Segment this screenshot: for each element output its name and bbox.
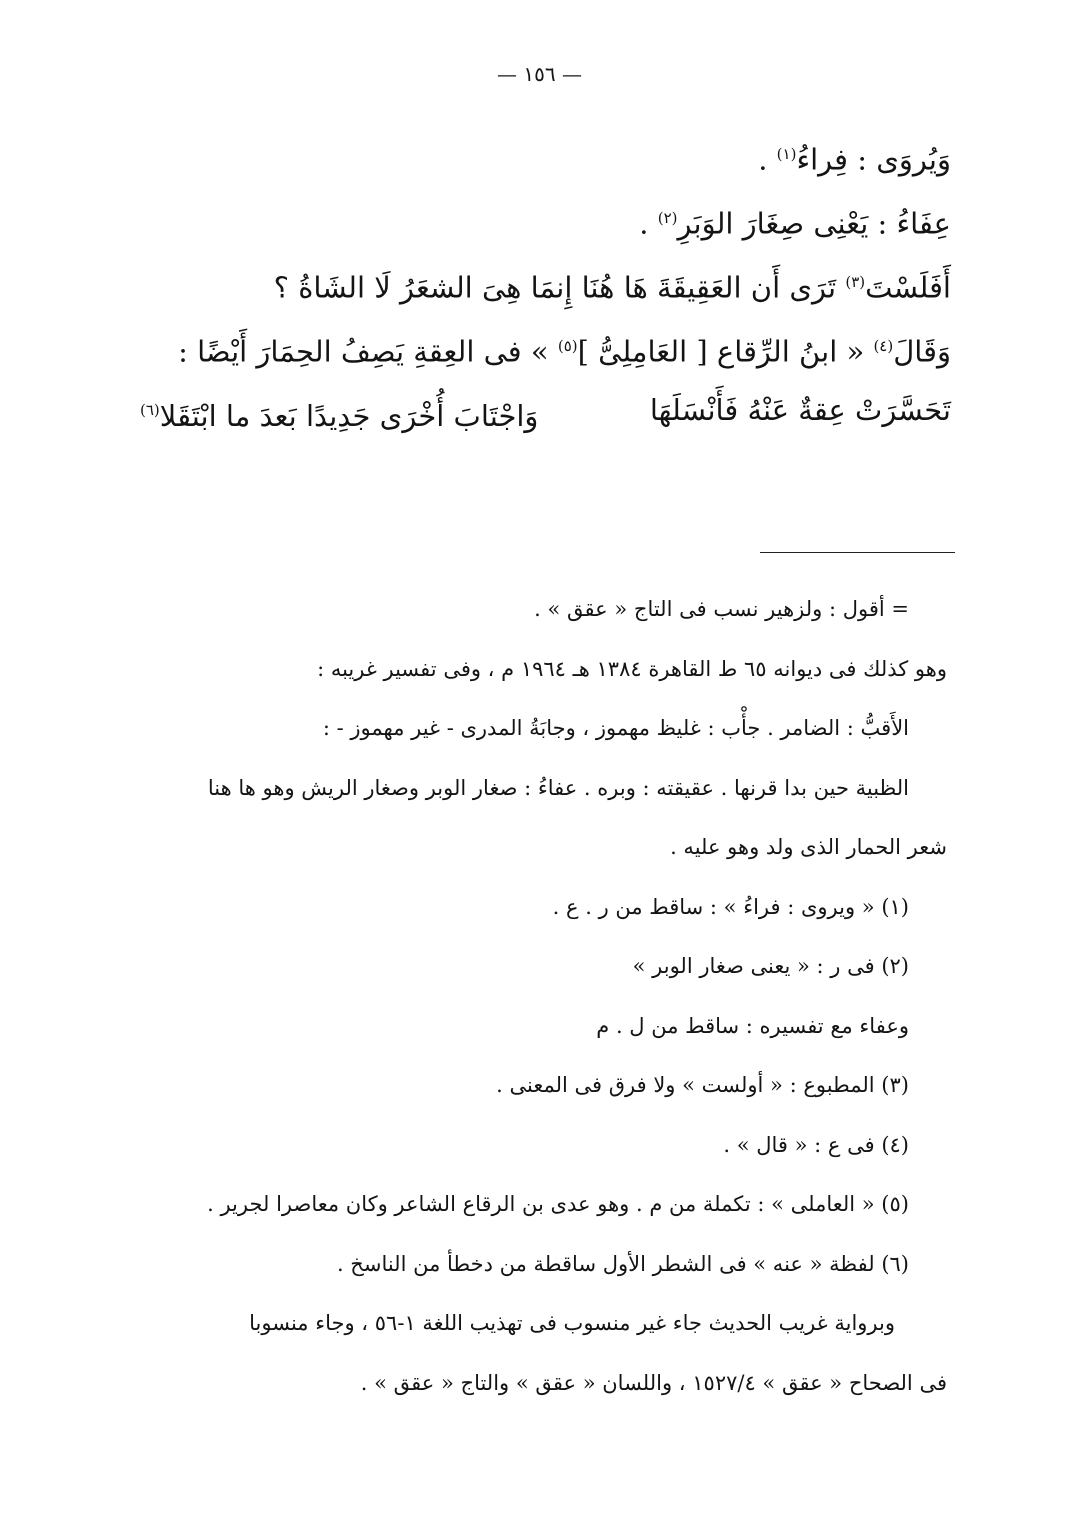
main-line-3	[140, 250, 951, 314]
footnote-divider	[760, 552, 955, 553]
main-line-1	[140, 122, 951, 186]
note-line: وبرواية غريب الحديث جاء غير منسوب فى تهذيب اللغة ١-٥٦ ، وجاء منسوبا	[249, 1311, 895, 1335]
footnote-1: (١) « ويروى : فراءُ » : ساقط من ر . ع .	[552, 894, 909, 919]
main-line-4-end: » فى العِقةِ يَصِفُ الحِمَارَ أَيْضًا :	[178, 334, 549, 369]
note-line: وعفاء مع تفسيره : ساقط من ل . م	[596, 1013, 909, 1038]
footnote-ref-3: (٣)	[845, 273, 866, 291]
note-line: الأَقبُّ : الضامر . جأْب : غليظ مهموز ، وجابَةُ المدرى - غير مهموز - :	[322, 716, 909, 740]
main-line-3-rest: تَرَى أَن العَقِيقَةَ هَا هُنَا إِنمَا هِىَ الشعَرُ لَا الشَاةُ ؟	[273, 270, 837, 305]
footnote-4: (٤) فى ع : « قال » .	[723, 1132, 909, 1157]
footnote-6: (٦) لفظة « عنه » فى الشطر الأول ساقطة من دخطأ من الناسخ .	[336, 1251, 909, 1276]
main-line-1-text: وَيُروَى : فِراءُ	[796, 142, 951, 177]
main-line-2	[140, 186, 951, 250]
main-line-3-start: أَفَلَسْتَ	[865, 270, 951, 305]
footnote-2: (٢) فى ر : « يعنى صغار الوبر »	[632, 954, 909, 978]
footnotes	[105, 580, 947, 1413]
footnote-3: (٣) المطبوع : « أولست » ولا فرق فى المعنى .	[496, 1073, 909, 1097]
main-line-2-text: عِفَاءُ : يَعْنِى صِغَارَ الوَبَرِ	[677, 206, 951, 241]
main-line-1-end: .	[758, 142, 768, 177]
note-line: فى الصحاح « عقق » ١٥٢٧/٤ ، واللسان « عقق » والتاج « عقق » .	[360, 1370, 947, 1395]
note-line: الظبية حين بدا قرنها . عقيقته : وبره . عفاءُ : صغار الوبر وصغار الريش وهو ها هنا	[207, 775, 909, 800]
footnote-ref-1: (١)	[776, 145, 797, 163]
verse-first-hemistich: تَحَسَّرَتْ عِقةٌ عَنْهُ فَأَنْسَلَهَا	[649, 393, 951, 427]
footnote-ref-6: (٦)	[140, 401, 160, 419]
page-number: — ١٥٦ —	[497, 62, 582, 86]
footnote-ref-5: (٥)	[557, 337, 578, 355]
note-line: وهو كذلك فى ديوانه ٦٥ ط القاهرة ١٣٨٤ هـ ١٩٦٤ م ، وفى تفسير غريبه :	[317, 656, 947, 681]
main-line-2-end: .	[639, 206, 649, 241]
note-line: = أقول : ولزهير نسب فى التاج « عقق » .	[534, 597, 909, 621]
verse-second-hemistich-wrap	[140, 378, 538, 442]
main-line-4-mid: « ابنُ الرِّقاع [ العَامِلِىُّ ]	[577, 334, 865, 369]
footnote-ref-4: (٤)	[873, 337, 894, 355]
main-line-4	[140, 314, 951, 378]
note-line: شعر الحمار الذى ولد وهو عليه .	[670, 835, 947, 859]
footnote-ref-2: (٢)	[657, 209, 678, 227]
footnote-5: (٥) « العاملى » : تكملة من م . وهو عدى بن الرقاع الشاعر وكان معاصرا لجرير .	[207, 1192, 909, 1216]
verse-line	[140, 378, 951, 442]
main-text	[140, 122, 951, 442]
verse-second-hemistich: وَاجْتَابَ أُخْرَى جَدِيدًا بَعدَ ما ابْتَقَلا	[159, 398, 539, 433]
main-line-4-start: وَقَالَ	[893, 334, 951, 369]
